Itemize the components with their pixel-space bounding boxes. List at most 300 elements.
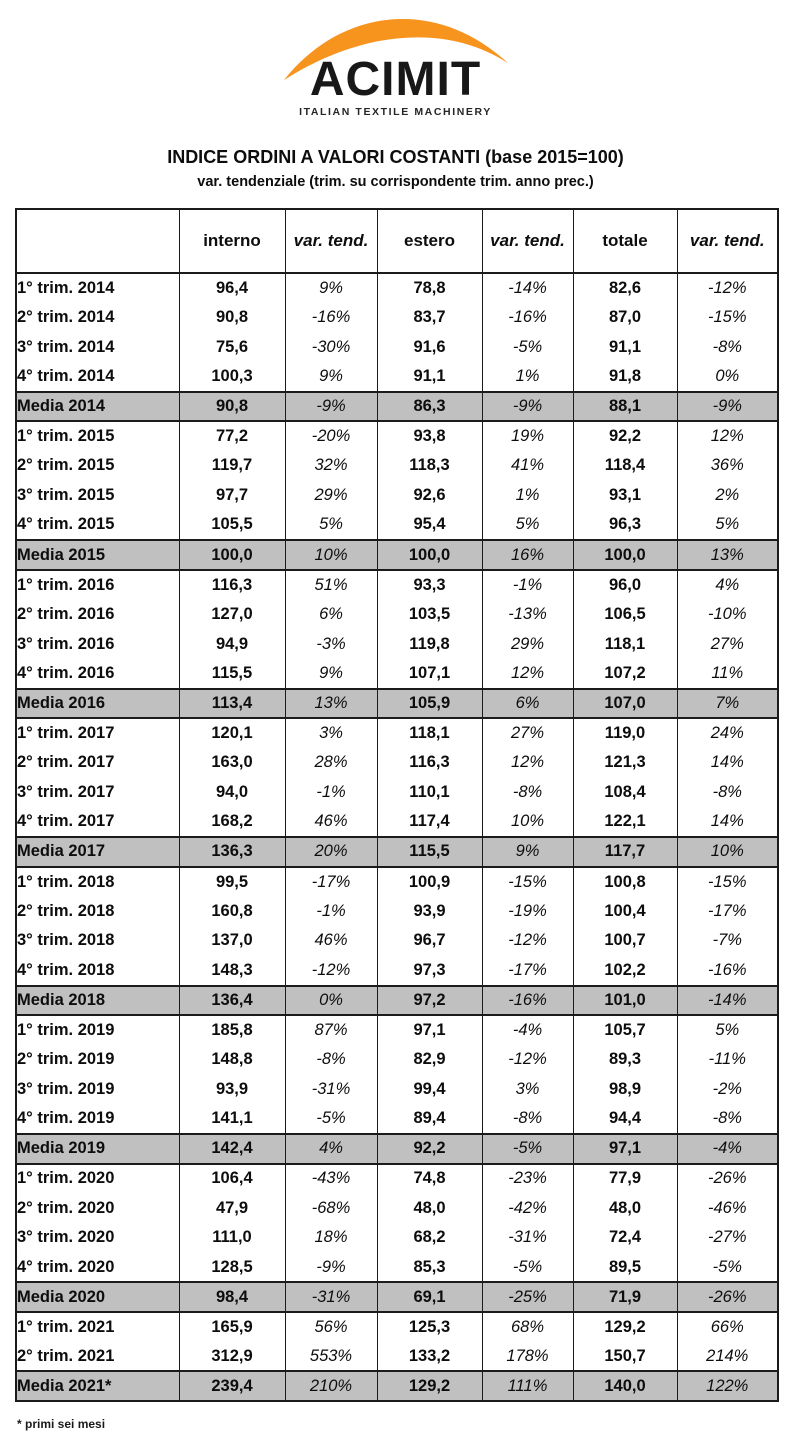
index-value-cell: 137,0	[179, 926, 285, 956]
pct-change-cell: -5%	[482, 1134, 573, 1164]
pct-change-cell: 9%	[285, 362, 377, 392]
pct-change-cell: 11%	[677, 659, 778, 689]
index-value-cell: 95,4	[377, 511, 482, 541]
pct-change-cell: 1%	[482, 362, 573, 392]
media-row	[16, 540, 778, 570]
index-value-cell: 106,4	[179, 1164, 285, 1194]
index-value-cell: 90,8	[179, 303, 285, 333]
index-value-cell: 118,1	[573, 629, 677, 659]
table-row	[16, 1312, 778, 1342]
index-value-cell: 94,0	[179, 778, 285, 808]
pct-change-cell: 20%	[285, 837, 377, 867]
index-value-cell: 163,0	[179, 748, 285, 778]
index-value-cell: 98,9	[573, 1075, 677, 1105]
pct-change-cell: 4%	[677, 570, 778, 600]
index-value-cell: 118,4	[573, 451, 677, 481]
pct-change-cell: -10%	[677, 600, 778, 630]
pct-change-cell: -16%	[482, 303, 573, 333]
pct-change-cell: 210%	[285, 1371, 377, 1401]
pct-change-cell: 14%	[677, 748, 778, 778]
pct-change-cell: 6%	[482, 689, 573, 719]
index-value-cell: 105,9	[377, 689, 482, 719]
table-row	[16, 1193, 778, 1223]
index-value-cell: 89,3	[573, 1045, 677, 1075]
pct-change-cell: 214%	[677, 1342, 778, 1372]
pct-change-cell: 9%	[285, 659, 377, 689]
index-value-cell: 118,1	[377, 718, 482, 748]
pct-change-cell: -5%	[482, 1253, 573, 1283]
index-value-cell: 168,2	[179, 807, 285, 837]
pct-change-cell: 51%	[285, 570, 377, 600]
index-value-cell: 129,2	[573, 1312, 677, 1342]
index-value-cell: 77,9	[573, 1164, 677, 1194]
row-label: 2° trim. 2021	[16, 1342, 179, 1372]
index-value-cell: 85,3	[377, 1253, 482, 1283]
table-row	[16, 718, 778, 748]
pct-change-cell: -5%	[285, 1104, 377, 1134]
media-row	[16, 1371, 778, 1401]
table-row	[16, 1045, 778, 1075]
pct-change-cell: -27%	[677, 1223, 778, 1253]
index-value-cell: 97,2	[377, 986, 482, 1016]
pct-change-cell: 41%	[482, 451, 573, 481]
index-value-cell: 100,4	[573, 896, 677, 926]
index-value-cell: 99,4	[377, 1075, 482, 1105]
index-value-cell: 100,0	[573, 540, 677, 570]
footnote: * primi sei mesi	[17, 1417, 106, 1431]
index-value-cell: 116,3	[179, 570, 285, 600]
pct-change-cell: -43%	[285, 1164, 377, 1194]
pct-change-cell: -25%	[482, 1282, 573, 1312]
table-row	[16, 1104, 778, 1134]
row-label: 1° trim. 2015	[16, 421, 179, 451]
pct-change-cell: -17%	[482, 956, 573, 986]
index-value-cell: 239,4	[179, 1371, 285, 1401]
index-value-cell: 98,4	[179, 1282, 285, 1312]
index-value-cell: 77,2	[179, 421, 285, 451]
index-value-cell: 91,6	[377, 332, 482, 362]
table-row	[16, 273, 778, 303]
pct-change-cell: 36%	[677, 451, 778, 481]
index-value-cell: 142,4	[179, 1134, 285, 1164]
pct-change-cell: -9%	[285, 1253, 377, 1283]
row-label: 1° trim. 2019	[16, 1015, 179, 1045]
pct-change-cell: -17%	[285, 867, 377, 897]
logo-brand-text: ACIMIT	[309, 53, 482, 106]
pct-change-cell: 122%	[677, 1371, 778, 1401]
pct-change-cell: 7%	[677, 689, 778, 719]
orders-index-table	[15, 208, 779, 1402]
index-value-cell: 117,7	[573, 837, 677, 867]
pct-change-cell: -12%	[482, 1045, 573, 1075]
table-row	[16, 421, 778, 451]
row-label: Media 2018	[16, 986, 179, 1016]
index-value-cell: 48,0	[377, 1193, 482, 1223]
media-row	[16, 689, 778, 719]
index-value-cell: 115,5	[179, 659, 285, 689]
row-label: 4° trim. 2016	[16, 659, 179, 689]
logo-tagline: ITALIAN TEXTILE MACHINERY	[299, 106, 492, 118]
row-label: 4° trim. 2014	[16, 362, 179, 392]
table-row	[16, 362, 778, 392]
table-row	[16, 1164, 778, 1194]
pct-change-cell: 16%	[482, 540, 573, 570]
table-row	[16, 600, 778, 630]
pct-change-cell: -1%	[482, 570, 573, 600]
row-label: 2° trim. 2020	[16, 1193, 179, 1223]
pct-change-cell: -26%	[677, 1164, 778, 1194]
index-value-cell: 116,3	[377, 748, 482, 778]
header-totale: totale	[573, 209, 677, 273]
table-row	[16, 1253, 778, 1283]
table-row	[16, 926, 778, 956]
pct-change-cell: 4%	[285, 1134, 377, 1164]
header-empty-cell	[16, 209, 179, 273]
index-value-cell: 69,1	[377, 1282, 482, 1312]
index-value-cell: 99,5	[179, 867, 285, 897]
pct-change-cell: -26%	[677, 1282, 778, 1312]
index-value-cell: 165,9	[179, 1312, 285, 1342]
index-value-cell: 47,9	[179, 1193, 285, 1223]
row-label: 1° trim. 2016	[16, 570, 179, 600]
index-value-cell: 119,7	[179, 451, 285, 481]
pct-change-cell: -16%	[285, 303, 377, 333]
row-label: 2° trim. 2016	[16, 600, 179, 630]
pct-change-cell: 5%	[482, 511, 573, 541]
index-value-cell: 125,3	[377, 1312, 482, 1342]
pct-change-cell: -68%	[285, 1193, 377, 1223]
table-row	[16, 896, 778, 926]
index-value-cell: 94,4	[573, 1104, 677, 1134]
row-label: 4° trim. 2018	[16, 956, 179, 986]
index-value-cell: 100,0	[377, 540, 482, 570]
row-label: 1° trim. 2020	[16, 1164, 179, 1194]
pct-change-cell: -31%	[285, 1075, 377, 1105]
pct-change-cell: 27%	[677, 629, 778, 659]
index-value-cell: 93,1	[573, 481, 677, 511]
index-value-cell: 108,4	[573, 778, 677, 808]
pct-change-cell: 5%	[677, 511, 778, 541]
table-row	[16, 629, 778, 659]
pct-change-cell: 3%	[285, 718, 377, 748]
pct-change-cell: -3%	[285, 629, 377, 659]
index-value-cell: 128,5	[179, 1253, 285, 1283]
pct-change-cell: 111%	[482, 1371, 573, 1401]
index-value-cell: 107,0	[573, 689, 677, 719]
index-value-cell: 115,5	[377, 837, 482, 867]
index-value-cell: 160,8	[179, 896, 285, 926]
pct-change-cell: 0%	[285, 986, 377, 1016]
pct-change-cell: 66%	[677, 1312, 778, 1342]
index-value-cell: 89,5	[573, 1253, 677, 1283]
pct-change-cell: 19%	[482, 421, 573, 451]
pct-change-cell: -30%	[285, 332, 377, 362]
index-value-cell: 312,9	[179, 1342, 285, 1372]
index-value-cell: 111,0	[179, 1223, 285, 1253]
index-value-cell: 141,1	[179, 1104, 285, 1134]
row-label: 3° trim. 2015	[16, 481, 179, 511]
table-body	[16, 273, 778, 1401]
row-label: 1° trim. 2017	[16, 718, 179, 748]
pct-change-cell: 13%	[285, 689, 377, 719]
index-value-cell: 72,4	[573, 1223, 677, 1253]
header-var-tend-totale: var. tend.	[677, 209, 778, 273]
index-value-cell: 97,1	[573, 1134, 677, 1164]
index-value-cell: 97,3	[377, 956, 482, 986]
pct-change-cell: -14%	[677, 986, 778, 1016]
row-label: Media 2021*	[16, 1371, 179, 1401]
row-label: 3° trim. 2014	[16, 332, 179, 362]
pct-change-cell: -31%	[482, 1223, 573, 1253]
pct-change-cell: -12%	[482, 926, 573, 956]
index-value-cell: 96,4	[179, 273, 285, 303]
table-header-row	[16, 209, 778, 273]
index-value-cell: 91,8	[573, 362, 677, 392]
pct-change-cell: -12%	[285, 956, 377, 986]
pct-change-cell: 46%	[285, 926, 377, 956]
media-row	[16, 837, 778, 867]
pct-change-cell: -8%	[482, 778, 573, 808]
pct-change-cell: -8%	[677, 332, 778, 362]
pct-change-cell: 12%	[482, 748, 573, 778]
pct-change-cell: 32%	[285, 451, 377, 481]
acimit-logo	[274, 6, 518, 118]
pct-change-cell: 29%	[482, 629, 573, 659]
index-value-cell: 68,2	[377, 1223, 482, 1253]
pct-change-cell: 29%	[285, 481, 377, 511]
table-row	[16, 807, 778, 837]
index-value-cell: 91,1	[377, 362, 482, 392]
index-value-cell: 100,0	[179, 540, 285, 570]
pct-change-cell: -9%	[677, 392, 778, 422]
pct-change-cell: 12%	[677, 421, 778, 451]
index-value-cell: 92,2	[377, 1134, 482, 1164]
row-label: Media 2020	[16, 1282, 179, 1312]
table-row	[16, 867, 778, 897]
pct-change-cell: -8%	[285, 1045, 377, 1075]
index-value-cell: 89,4	[377, 1104, 482, 1134]
pct-change-cell: -8%	[677, 778, 778, 808]
row-label: 1° trim. 2018	[16, 867, 179, 897]
pct-change-cell: -8%	[677, 1104, 778, 1134]
row-label: Media 2019	[16, 1134, 179, 1164]
pct-change-cell: 27%	[482, 718, 573, 748]
table-row	[16, 1223, 778, 1253]
index-value-cell: 86,3	[377, 392, 482, 422]
pct-change-cell: 12%	[482, 659, 573, 689]
pct-change-cell: 2%	[677, 481, 778, 511]
row-label: 4° trim. 2019	[16, 1104, 179, 1134]
row-label: Media 2016	[16, 689, 179, 719]
index-value-cell: 96,0	[573, 570, 677, 600]
index-value-cell: 75,6	[179, 332, 285, 362]
pct-change-cell: 68%	[482, 1312, 573, 1342]
row-label: 1° trim. 2021	[16, 1312, 179, 1342]
pct-change-cell: -15%	[677, 303, 778, 333]
pct-change-cell: 10%	[677, 837, 778, 867]
pct-change-cell: -1%	[285, 778, 377, 808]
pct-change-cell: -12%	[677, 273, 778, 303]
index-value-cell: 107,1	[377, 659, 482, 689]
index-value-cell: 102,2	[573, 956, 677, 986]
index-value-cell: 78,8	[377, 273, 482, 303]
index-value-cell: 105,5	[179, 511, 285, 541]
media-row	[16, 986, 778, 1016]
table-row	[16, 570, 778, 600]
index-value-cell: 136,3	[179, 837, 285, 867]
index-value-cell: 121,3	[573, 748, 677, 778]
table-row	[16, 748, 778, 778]
index-value-cell: 106,5	[573, 600, 677, 630]
pct-change-cell: 0%	[677, 362, 778, 392]
table-row	[16, 659, 778, 689]
index-value-cell: 120,1	[179, 718, 285, 748]
pct-change-cell: -5%	[482, 332, 573, 362]
index-value-cell: 133,2	[377, 1342, 482, 1372]
pct-change-cell: -16%	[677, 956, 778, 986]
row-label: 2° trim. 2019	[16, 1045, 179, 1075]
row-label: 2° trim. 2014	[16, 303, 179, 333]
pct-change-cell: -19%	[482, 896, 573, 926]
page-title: INDICE ORDINI A VALORI COSTANTI (base 2015=100)	[167, 147, 624, 167]
table-row	[16, 451, 778, 481]
index-value-cell: 93,9	[179, 1075, 285, 1105]
index-value-cell: 83,7	[377, 303, 482, 333]
pct-change-cell: -5%	[677, 1253, 778, 1283]
index-value-cell: 110,1	[377, 778, 482, 808]
index-value-cell: 127,0	[179, 600, 285, 630]
index-value-cell: 129,2	[377, 1371, 482, 1401]
table-row	[16, 1015, 778, 1045]
pct-change-cell: 24%	[677, 718, 778, 748]
table-row	[16, 778, 778, 808]
table-row	[16, 303, 778, 333]
pct-change-cell: -2%	[677, 1075, 778, 1105]
media-row	[16, 1282, 778, 1312]
pct-change-cell: -9%	[482, 392, 573, 422]
row-label: 3° trim. 2020	[16, 1223, 179, 1253]
pct-change-cell: -9%	[285, 392, 377, 422]
pct-change-cell: 10%	[285, 540, 377, 570]
index-value-cell: 93,8	[377, 421, 482, 451]
header-var-tend-interno: var. tend.	[285, 209, 377, 273]
index-value-cell: 100,3	[179, 362, 285, 392]
pct-change-cell: -14%	[482, 273, 573, 303]
row-label: 2° trim. 2017	[16, 748, 179, 778]
pct-change-cell: 5%	[285, 511, 377, 541]
index-value-cell: 122,1	[573, 807, 677, 837]
index-value-cell: 82,6	[573, 273, 677, 303]
row-label: Media 2015	[16, 540, 179, 570]
index-value-cell: 93,3	[377, 570, 482, 600]
index-value-cell: 119,8	[377, 629, 482, 659]
pct-change-cell: 87%	[285, 1015, 377, 1045]
pct-change-cell: -11%	[677, 1045, 778, 1075]
index-value-cell: 93,9	[377, 896, 482, 926]
pct-change-cell: -7%	[677, 926, 778, 956]
pct-change-cell: 14%	[677, 807, 778, 837]
row-label: 1° trim. 2014	[16, 273, 179, 303]
index-value-cell: 48,0	[573, 1193, 677, 1223]
header-estero: estero	[377, 209, 482, 273]
index-value-cell: 91,1	[573, 332, 677, 362]
index-value-cell: 136,4	[179, 986, 285, 1016]
index-value-cell: 71,9	[573, 1282, 677, 1312]
index-value-cell: 119,0	[573, 718, 677, 748]
pct-change-cell: 28%	[285, 748, 377, 778]
index-value-cell: 92,6	[377, 481, 482, 511]
pct-change-cell: -20%	[285, 421, 377, 451]
table-row	[16, 332, 778, 362]
index-value-cell: 94,9	[179, 629, 285, 659]
row-label: Media 2014	[16, 392, 179, 422]
index-value-cell: 74,8	[377, 1164, 482, 1194]
row-label: 3° trim. 2019	[16, 1075, 179, 1105]
index-value-cell: 100,8	[573, 867, 677, 897]
index-value-cell: 88,1	[573, 392, 677, 422]
pct-change-cell: -15%	[677, 867, 778, 897]
pct-change-cell: -4%	[482, 1015, 573, 1045]
pct-change-cell: 6%	[285, 600, 377, 630]
table-row	[16, 1342, 778, 1372]
pct-change-cell: 1%	[482, 481, 573, 511]
index-value-cell: 150,7	[573, 1342, 677, 1372]
pct-change-cell: 10%	[482, 807, 573, 837]
row-label: 4° trim. 2015	[16, 511, 179, 541]
pct-change-cell: 3%	[482, 1075, 573, 1105]
pct-change-cell: 56%	[285, 1312, 377, 1342]
pct-change-cell: 553%	[285, 1342, 377, 1372]
table-row	[16, 1075, 778, 1105]
index-value-cell: 100,9	[377, 867, 482, 897]
pct-change-cell: -4%	[677, 1134, 778, 1164]
index-value-cell: 118,3	[377, 451, 482, 481]
media-row	[16, 392, 778, 422]
index-value-cell: 185,8	[179, 1015, 285, 1045]
pct-change-cell: 9%	[482, 837, 573, 867]
row-label: 2° trim. 2015	[16, 451, 179, 481]
pct-change-cell: -16%	[482, 986, 573, 1016]
index-value-cell: 96,7	[377, 926, 482, 956]
row-label: 3° trim. 2016	[16, 629, 179, 659]
index-value-cell: 105,7	[573, 1015, 677, 1045]
index-value-cell: 90,8	[179, 392, 285, 422]
index-value-cell: 107,2	[573, 659, 677, 689]
media-row	[16, 1134, 778, 1164]
table-row	[16, 956, 778, 986]
index-value-cell: 103,5	[377, 600, 482, 630]
pct-change-cell: -13%	[482, 600, 573, 630]
index-value-cell: 92,2	[573, 421, 677, 451]
index-value-cell: 140,0	[573, 1371, 677, 1401]
header-interno: interno	[179, 209, 285, 273]
pct-change-cell: 46%	[285, 807, 377, 837]
row-label: Media 2017	[16, 837, 179, 867]
row-label: 4° trim. 2020	[16, 1253, 179, 1283]
index-value-cell: 148,8	[179, 1045, 285, 1075]
index-value-cell: 117,4	[377, 807, 482, 837]
index-value-cell: 82,9	[377, 1045, 482, 1075]
index-value-cell: 87,0	[573, 303, 677, 333]
pct-change-cell: -23%	[482, 1164, 573, 1194]
page-subtitle: var. tendenziale (trim. su corrispondente trim. anno prec.)	[197, 174, 594, 190]
index-value-cell: 101,0	[573, 986, 677, 1016]
pct-change-cell: -17%	[677, 896, 778, 926]
header-var-tend-estero: var. tend.	[482, 209, 573, 273]
pct-change-cell: 18%	[285, 1223, 377, 1253]
table-row	[16, 511, 778, 541]
index-value-cell: 97,1	[377, 1015, 482, 1045]
